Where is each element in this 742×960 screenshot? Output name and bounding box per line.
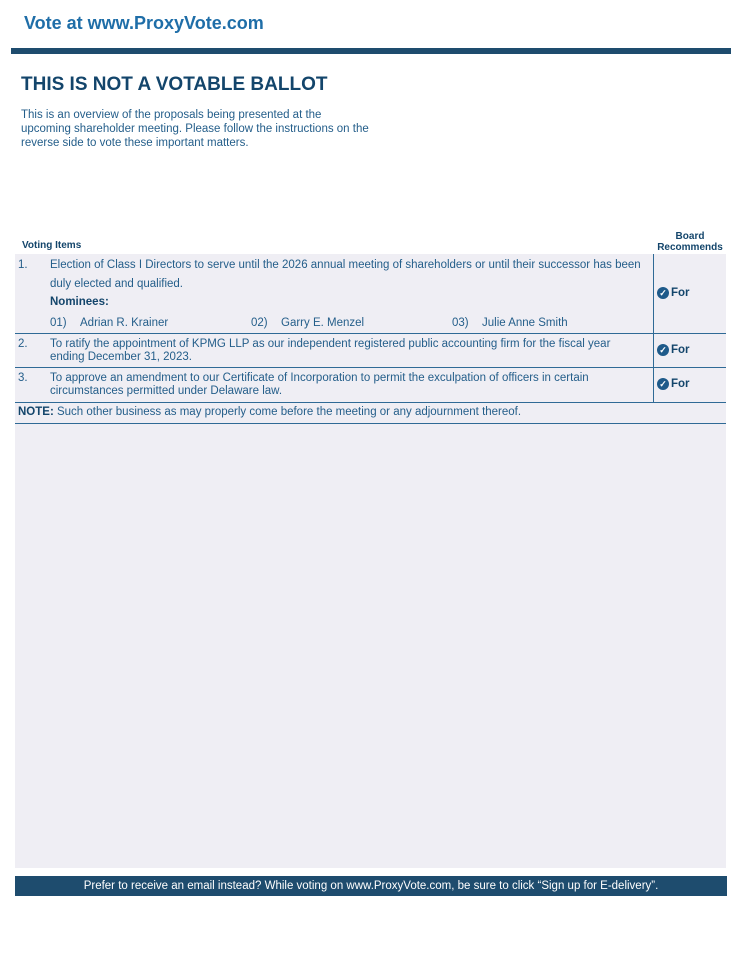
recommendation-label: For bbox=[671, 378, 690, 390]
item-text-line1: To approve an amendment to our Certificate of Incorporation to permit the exculpation of officers in certain bbox=[50, 372, 589, 384]
nominee-name: Julie Anne Smith bbox=[482, 317, 568, 329]
nominee-3 bbox=[452, 317, 568, 329]
check-circle-icon: ✓ bbox=[657, 287, 669, 299]
check-circle-icon: ✓ bbox=[657, 378, 669, 390]
proxyvote-link[interactable]: Vote at www.ProxyVote.com bbox=[24, 13, 264, 33]
check-circle-icon: ✓ bbox=[657, 344, 669, 356]
nominee-number: 01) bbox=[50, 317, 67, 329]
nominee-name: Garry E. Menzel bbox=[281, 317, 365, 329]
nominee-name: Adrian R. Krainer bbox=[80, 317, 169, 329]
item-text-line2: ending December 31, 2023. bbox=[50, 351, 192, 363]
item-text-line1: Election of Class I Directors to serve until the 2026 annual meeting of shareholders or until their successor has been bbox=[50, 259, 641, 271]
intro-text: This is an overview of the proposals being presented at the upcoming shareholder meeting. Please follow the instructions on the reverse side to vote these important matters. bbox=[21, 109, 369, 149]
note-divider bbox=[15, 423, 726, 424]
page-title: THIS IS NOT A VOTABLE BALLOT bbox=[21, 74, 328, 95]
header-rule bbox=[11, 48, 731, 54]
item-number: 3. bbox=[18, 372, 28, 384]
recommendation-cell bbox=[653, 254, 726, 333]
edelivery-banner: Prefer to receive an email instead? While voting on www.ProxyVote.com, be sure to click “Sign up for E-delivery”. bbox=[15, 876, 727, 896]
voting-item-3 bbox=[15, 368, 726, 403]
item-text-line2: circumstances permitted under Delaware law. bbox=[50, 385, 283, 397]
recommendation-label: For bbox=[671, 344, 690, 356]
recommendation-cell bbox=[653, 334, 726, 367]
item-text-line1: To ratify the appointment of KPMG LLP as our independent registered public accounting firm for the fiscal year bbox=[50, 338, 611, 350]
note-body: Such other business as may properly come before the meeting or any adjournment thereof. bbox=[53, 406, 522, 418]
recommendation-label: For bbox=[671, 287, 690, 299]
voting-item-2 bbox=[15, 334, 726, 368]
recommends-label: Recommends bbox=[657, 242, 723, 253]
item-number: 2. bbox=[18, 338, 28, 350]
board-label: Board bbox=[675, 231, 705, 242]
recommendation-for bbox=[657, 287, 690, 299]
recommendation-for bbox=[657, 344, 690, 356]
board-recommends-header bbox=[652, 231, 728, 253]
recommendation-cell bbox=[653, 368, 726, 402]
voting-item-1 bbox=[15, 254, 726, 334]
item-text-line2: duly elected and qualified. bbox=[50, 278, 183, 290]
note-label: NOTE: bbox=[18, 406, 54, 418]
nominee-1 bbox=[50, 317, 168, 329]
nominee-2 bbox=[251, 317, 364, 329]
nominee-number: 02) bbox=[251, 317, 268, 329]
item-number: 1. bbox=[18, 259, 28, 271]
recommendation-for bbox=[657, 378, 690, 390]
note-text bbox=[18, 406, 521, 418]
voting-items-header: Voting Items bbox=[22, 240, 82, 251]
nominees-label: Nominees: bbox=[50, 296, 109, 308]
nominee-number: 03) bbox=[452, 317, 469, 329]
